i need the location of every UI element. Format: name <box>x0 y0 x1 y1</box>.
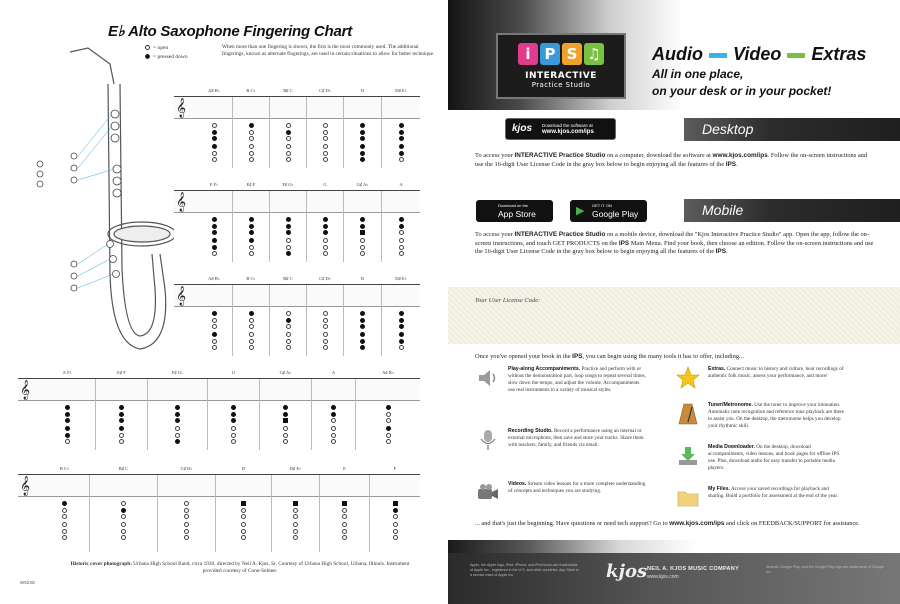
fingering-cell <box>216 466 272 552</box>
desktop-instructions <box>475 152 875 169</box>
feature-title: Media Downloader. <box>708 444 755 450</box>
note-name: B♯ C <box>283 88 293 93</box>
microphone-icon <box>476 428 500 452</box>
google-play-badge[interactable] <box>570 200 647 222</box>
note-name: C♯ D♭ <box>180 466 193 471</box>
footer-legal-left: Apple, the Apple logo, iPad, iPhone, and iPod touch are trademarks of Apple Inc., registered in the U.S. and other countries. App Store is a service mark of Apple Inc. <box>470 563 579 577</box>
chart-intro: When more than one fingering is shown, the first is the most commonly used. The additional fingerings, known as alternate fingerings, are used in certain situations to allow for better technique. <box>222 44 435 57</box>
legend-open-label: = open <box>153 45 169 51</box>
app-store-label: App Store <box>498 209 536 219</box>
fingering-cell <box>270 276 307 356</box>
feature-text: Record a performance using an internal or external microphone, then save and store your tracks. Share them with teachers, family, and friends via email. <box>508 428 644 448</box>
feature-text: Access your saved recordings for playback and sharing. Build a portfolio for assessment at the end of the year. <box>708 486 839 499</box>
text-run: on a mobile device, download the "Kjos Interactive Practice Studio" app. Open the app, follow the on-screen instructions, and touch GET PRODUCTS on the <box>475 231 870 247</box>
fingering-cell <box>196 182 233 262</box>
note-name: A♯ B♭ <box>208 276 220 281</box>
treble-clef-icon: 𝄞 <box>176 98 187 118</box>
note-name: G♯ A♭ <box>279 370 292 375</box>
play-icon: ▶ <box>576 205 585 217</box>
folder-icon <box>676 486 700 510</box>
note-name: D♯ E♭ <box>395 88 407 93</box>
chart-title: E♭ Alto Saxophone Fingering Chart <box>108 23 353 40</box>
logo-letter: P <box>540 43 560 65</box>
logo-line-1: INTERACTIVE <box>525 71 597 81</box>
caption-label: Historic cover photograph: <box>70 561 132 567</box>
fingering-cell <box>370 466 420 552</box>
feature-text: On the desktop, download accompaniments, video lessons, and book pages for offline IPS use. Plus, download audio for easy transfer to portable media players. <box>708 444 840 471</box>
logo-letter: i <box>518 43 538 65</box>
fingering-cell <box>40 370 96 450</box>
saxophone-illustration <box>30 44 190 364</box>
feature-title: Videos. <box>508 481 527 487</box>
fingering-cell <box>307 182 344 262</box>
fingering-cell <box>270 182 307 262</box>
feature-text: Use the tuner to improve your intonation. Automatic note recognition and reference tone playback are there to assist you. On the desktop, the metronome helps you develop your rhythmic skill. <box>708 402 844 429</box>
feature-text: Stream video lessons for a more complete understanding of concepts and techniques you are studying. <box>508 481 646 494</box>
note-name: D <box>360 276 365 281</box>
fingering-cell <box>233 88 270 168</box>
note-name: D <box>241 466 246 471</box>
fingering-cell <box>40 466 90 552</box>
tagline-extras: Extras <box>811 44 867 64</box>
feature-text: Connect music to history and culture, hear recordings of authentic folk music, assess your performance, and more! <box>708 366 844 379</box>
feature-title: Play-along Accompaniments. <box>508 366 581 372</box>
fingering-row-1 <box>174 88 420 168</box>
fingering-cell <box>272 466 320 552</box>
note-name: E♯ F <box>246 182 256 187</box>
fingering-row-2 <box>174 182 420 262</box>
mobile-heading: Mobile <box>684 199 900 222</box>
kjos-badge-caption: Download the software at <box>542 123 593 128</box>
note-name: F♯ G♭ <box>282 182 294 187</box>
google-play-label: Google Play <box>592 209 639 219</box>
text-run: ... and that's just the beginning. Have questions or need tech support? Go to <box>475 520 670 527</box>
fingering-cell <box>208 370 260 450</box>
fingering-cell <box>196 276 233 356</box>
fingering-cell <box>382 88 420 168</box>
text-run: . Follow the on-screen instructions and use the 16-digit User License Code in the gray box below to begin enjoying all the features of the <box>475 152 868 168</box>
fingering-cell <box>233 276 270 356</box>
note-name: A <box>399 182 403 187</box>
app-store-badge[interactable] <box>476 200 553 222</box>
fingering-cell <box>90 466 158 552</box>
note-name: D♯ E♭ <box>289 466 302 471</box>
fingering-cell <box>344 182 382 262</box>
text-run: To access your <box>475 231 515 238</box>
text-run: on a computer, download the software at <box>605 152 713 159</box>
note-name: C♯ D♭ <box>319 88 331 93</box>
fingering-cell <box>233 182 270 262</box>
treble-clef-icon: 𝄞 <box>20 380 31 400</box>
treble-clef-icon: 𝄞 <box>176 192 187 212</box>
feature-title: Tuner/Metronome. <box>708 402 753 408</box>
tagline-line-2: All in one place, <box>652 67 744 81</box>
note-name: E F♭ <box>63 370 72 375</box>
fingering-cell <box>320 466 370 552</box>
fingering-cell <box>307 276 344 356</box>
note-name: E <box>343 466 346 471</box>
tagline <box>652 44 892 99</box>
fingering-cell <box>270 88 307 168</box>
legend-pressed-label: = pressed down <box>153 54 188 60</box>
feature-title: Recording Studio. <box>508 428 553 434</box>
tagline-audio: Audio <box>652 44 703 64</box>
kjos-brand: kjos <box>512 123 533 134</box>
note-name: G <box>231 370 236 375</box>
note-name: F <box>393 466 397 471</box>
note-name: B C♭ <box>246 276 256 281</box>
note-name: F♯ G♭ <box>171 370 184 375</box>
text-run-bold: IPS <box>725 160 737 168</box>
note-name: A <box>331 370 336 375</box>
license-code-box <box>448 287 900 344</box>
desktop-heading: Desktop <box>684 118 900 141</box>
text-run: Once you've opened your book in the <box>475 353 573 360</box>
note-name: B♯ C <box>118 466 129 471</box>
note-name: B C♭ <box>59 466 70 471</box>
camera-icon <box>476 481 500 505</box>
license-code-label: Your User License Code: <box>475 297 541 304</box>
treble-clef-icon: 𝄞 <box>176 286 187 306</box>
tagline-line-3: on your desk or in your pocket! <box>652 84 832 98</box>
note-name: A♯ B♭ <box>382 370 394 375</box>
note-name: A♯ B♭ <box>208 88 220 93</box>
fingering-chart-page <box>0 0 448 604</box>
fingering-cell <box>344 88 382 168</box>
feature-text: Practice and perform with or without the demonstration part, loop songs to repeat several times, slow down the tempo, and adjust the volume. Accompaniments use real instruments in a variety of musical styles. <box>508 366 646 393</box>
fingering-cell <box>382 182 420 262</box>
text-run: To access your <box>475 152 515 159</box>
google-play-caption: GET IT ON <box>592 203 612 208</box>
music-note-icon: ♫ <box>584 43 604 65</box>
text-run: . <box>725 248 728 256</box>
note-name: B♯ C <box>283 276 293 281</box>
footer-legal-right: Android, Google Play, and the Google Play logo are trademarks of Google Inc. <box>766 565 884 574</box>
green-divider <box>787 53 805 58</box>
app-store-caption: Download on the <box>498 203 529 208</box>
speaker-icon <box>476 366 500 390</box>
fingering-row-3 <box>174 276 420 356</box>
note-name: D♯ E♭ <box>395 276 407 281</box>
text-run: , you can begin using the many tools it has to offer, including... <box>582 353 744 360</box>
text-run: and click on FEEDBACK/SUPPORT for assistance. <box>724 520 860 527</box>
note-name: B C♭ <box>246 88 256 93</box>
fingering-cell <box>260 370 312 450</box>
mobile-instructions <box>475 231 875 257</box>
fingering-cell <box>96 370 148 450</box>
fingering-cell <box>344 276 382 356</box>
treble-clef-icon: 𝄞 <box>20 476 31 496</box>
page-code: W62XE <box>20 580 36 585</box>
text-run: . <box>736 160 738 168</box>
logo-letter: S <box>562 43 582 65</box>
kjos-badge-url: www.kjos.com/ips <box>542 129 594 135</box>
support-text <box>475 520 875 529</box>
tagline-video: Video <box>733 44 782 64</box>
feature-title: Extras. <box>708 366 726 372</box>
kjos-logo: kjos <box>606 561 648 582</box>
fingering-row-5 <box>18 466 420 552</box>
company-name: NEIL A. KJOS MUSIC COMPANY <box>647 566 740 572</box>
fingering-cell <box>148 370 208 450</box>
fingering-cell <box>196 88 233 168</box>
text-run-bold: IPS <box>618 239 630 247</box>
note-name: C♯ D♭ <box>319 276 331 281</box>
page-footer <box>448 553 900 604</box>
star-icon <box>676 366 700 390</box>
tools-intro <box>475 353 875 360</box>
note-name: E♯ F <box>117 370 126 375</box>
logo-line-2: Practice Studio <box>531 81 591 89</box>
blue-divider <box>709 53 727 58</box>
note-name: G♯ A♭ <box>356 182 369 187</box>
fingering-cell <box>158 466 216 552</box>
fingering-cell <box>312 370 356 450</box>
note-name: G <box>323 182 327 187</box>
fingering-row-4 <box>18 370 420 450</box>
metronome-icon <box>676 402 700 426</box>
note-name: E F♭ <box>209 182 219 187</box>
note-name: D <box>360 88 365 93</box>
support-url-link[interactable]: www.kjos.com/ips <box>669 520 725 527</box>
text-run: Main Menu. Find your book, then choose an edition. Follow the on-screen instructions and use the 16-digit User License Code in the gray box below to begin enjoying all the features of the <box>475 239 874 256</box>
company-website[interactable]: www.kjos.com <box>647 574 679 580</box>
ips-page <box>448 0 900 604</box>
download-icon <box>676 444 700 468</box>
ips-logo <box>496 33 626 99</box>
fingering-cell <box>382 276 420 356</box>
text-run-bold: IPS <box>572 353 583 360</box>
fingering-cell <box>356 370 420 450</box>
text-run-bold: INTERACTIVE Practice Studio <box>514 231 606 238</box>
text-run-bold: IPS <box>715 248 726 256</box>
kjos-download-badge[interactable] <box>505 118 616 140</box>
caption-text: Urbana High School Band, circa 1930, directed by Neil A. Kjos, Sr. Courtesy of Urbana High School, Urbana, Illinois. Instrument provided courtesy of Conn-Selmer. <box>133 561 410 574</box>
text-run-bold: INTERACTIVE Practice Studio <box>514 152 606 159</box>
ips-url-link[interactable]: www.kjos.com/ips <box>712 152 768 159</box>
feature-title: My Files. <box>708 486 730 492</box>
fingering-cell <box>307 88 344 168</box>
photo-caption <box>70 561 410 575</box>
